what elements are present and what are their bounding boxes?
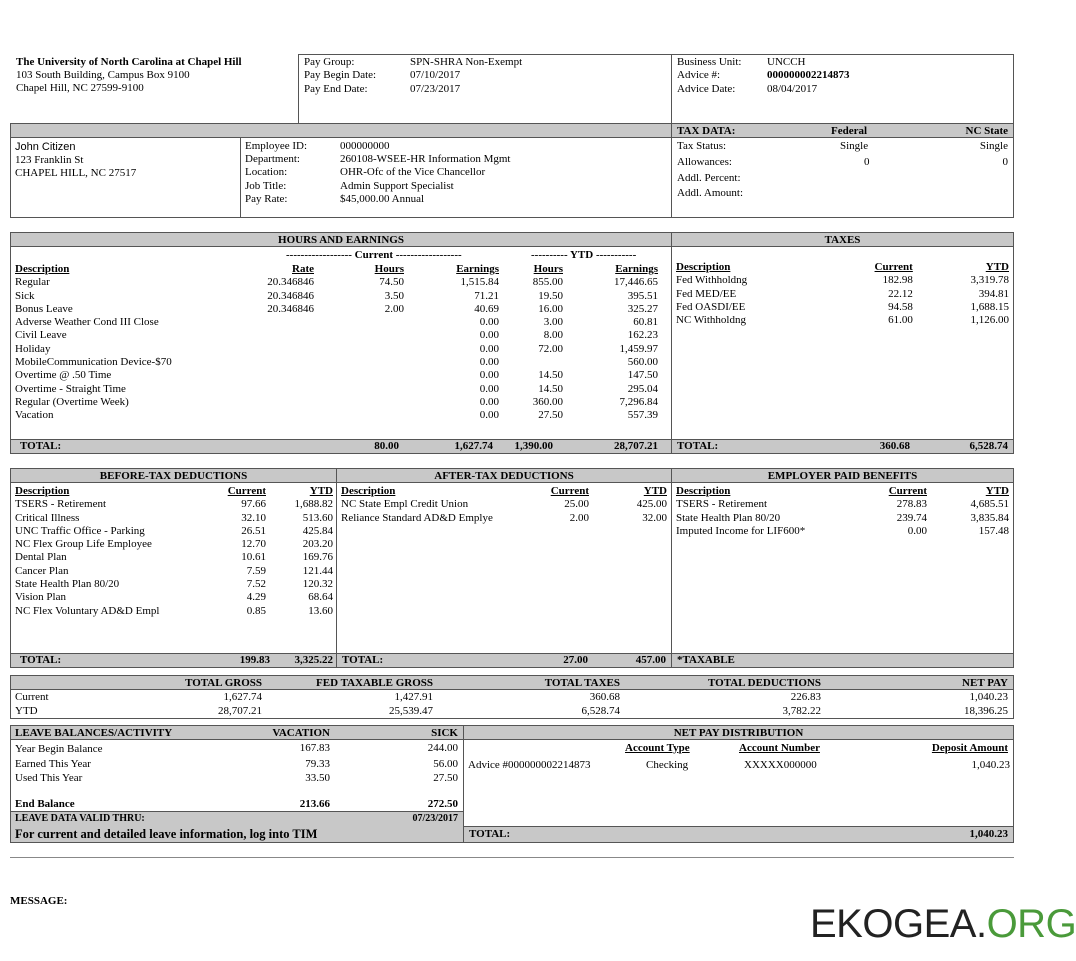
col-description: Description <box>15 485 70 497</box>
taxable-footnote: *TAXABLE <box>677 654 735 666</box>
cell: 12.70 <box>241 538 266 551</box>
cell: 169.76 <box>302 551 333 564</box>
table-row <box>674 498 1011 511</box>
cell: 425.00 <box>636 498 667 511</box>
summary-current-deductions: 226.83 <box>790 691 821 703</box>
col-description: Description <box>341 485 396 497</box>
cell: 4,685.51 <box>970 498 1009 511</box>
cell: 72.00 <box>538 342 563 355</box>
employee-address-1: 123 Franklin St <box>15 154 84 166</box>
cell: TSERS - Retirement <box>676 498 768 511</box>
table-row <box>13 316 660 329</box>
cell <box>316 343 406 356</box>
table-row <box>339 512 669 525</box>
table-row <box>13 383 660 396</box>
net-pay-distribution-title: NET PAY DISTRIBUTION <box>673 727 804 739</box>
cell: 7.59 <box>246 564 266 577</box>
leave-row-sick: 244.00 <box>427 742 458 754</box>
cell <box>228 316 316 329</box>
before-tax-header-row <box>13 485 335 498</box>
summary-current-taxes: 360.68 <box>589 691 620 703</box>
pay-rate-value: $45,000.00 Annual <box>340 193 425 205</box>
tax-status-state: Single <box>979 140 1008 152</box>
hours-total-earnings: 1,627.74 <box>454 440 493 452</box>
distribution-advice: Advice #000000002214873 <box>468 759 591 771</box>
summary-ytd-taxes: 6,528.74 <box>581 705 620 717</box>
cell: 0.00 <box>479 382 499 395</box>
cell: 0.00 <box>479 342 499 355</box>
leave-valid-label: LEAVE DATA VALID THRU: <box>15 813 145 824</box>
cell: Vision Plan <box>15 591 66 604</box>
cell: 26.51 <box>241 524 266 537</box>
cell: Fed OASDI/EE <box>676 300 746 313</box>
summary-ytd-net: 18,396.25 <box>964 705 1008 717</box>
cell <box>228 396 316 409</box>
col-earnings: Earnings <box>456 263 499 275</box>
cell: Fed Withholdng <box>676 274 748 287</box>
cell: NC Flex Group Life Employee <box>15 538 152 551</box>
cell <box>501 356 565 369</box>
cell: Critical Illness <box>15 511 80 524</box>
pay-rate-label: Pay Rate: <box>245 193 288 205</box>
message-label: MESSAGE: <box>10 895 68 907</box>
cell: 295.04 <box>627 382 658 395</box>
cell: 22.12 <box>888 287 913 300</box>
pay-begin-label: Pay Begin Date: <box>304 69 377 81</box>
col-ytd-hours: Hours <box>533 263 563 275</box>
cell: 20.346846 <box>267 276 314 289</box>
col-ytd-earnings: Earnings <box>615 263 658 275</box>
cell: 120.32 <box>302 578 333 591</box>
col-current: Current <box>550 485 589 497</box>
department-value: 260108-WSEE-HR Information Mgmt <box>340 153 511 165</box>
table-row <box>674 274 1011 287</box>
cell: Overtime @ .50 Time <box>15 369 112 382</box>
cell: State Health Plan 80/20 <box>676 511 781 524</box>
cell: NC Flex Voluntary AD&D Empl <box>15 604 160 617</box>
cell: 13.60 <box>308 604 333 617</box>
hours-total-ytd-earnings: 28,707.21 <box>614 440 658 452</box>
tax-data-federal-header: Federal <box>831 125 868 137</box>
after-tax-total-ytd: 457.00 <box>635 654 666 666</box>
leave-row-sick: 56.00 <box>433 758 458 770</box>
employer-address-1: 103 South Building, Campus Box 9100 <box>16 69 190 81</box>
allowances-state: 0 <box>1002 156 1008 168</box>
addl-percent-label: Addl. Percent: <box>677 172 741 184</box>
cell: 2.00 <box>569 511 589 524</box>
cell: 395.51 <box>627 289 658 302</box>
distribution-account-number: XXXXX000000 <box>744 759 817 771</box>
deposit-amount-header: Deposit Amount <box>931 742 1008 754</box>
col-current: Current <box>227 485 266 497</box>
table-row <box>13 369 660 382</box>
col-current: Current <box>888 485 927 497</box>
cell: MobileCommunication Device-$70 <box>15 356 172 369</box>
cell: 2.00 <box>384 302 404 315</box>
after-tax-table <box>339 485 669 525</box>
cell: Regular <box>15 276 50 289</box>
hours-earnings-table <box>13 263 660 423</box>
after-tax-title: AFTER-TAX DEDUCTIONS <box>434 470 574 482</box>
cell: 16.00 <box>538 302 563 315</box>
leave-sick-header: SICK <box>431 727 458 739</box>
col-ytd: YTD <box>985 261 1009 273</box>
cell: 425.84 <box>302 524 333 537</box>
end-balance-label: End Balance <box>15 798 75 810</box>
after-tax-header-row <box>339 485 669 498</box>
after-tax-total-label: TOTAL: <box>342 654 384 666</box>
cell: 4.29 <box>246 591 266 604</box>
table-row <box>13 343 660 356</box>
cell: Adverse Weather Cond III Close <box>15 316 159 329</box>
cell: Cancer Plan <box>15 564 69 577</box>
after-tax-total-current: 27.00 <box>563 654 588 666</box>
leave-row-label: Year Begin Balance <box>15 743 103 755</box>
cell: 157.48 <box>978 524 1009 537</box>
cell: 74.50 <box>379 276 404 289</box>
cell: 71.21 <box>474 289 499 302</box>
summary-current-gross: 1,627.74 <box>223 691 262 703</box>
cell: 239.74 <box>896 511 927 524</box>
table-row <box>674 288 1011 301</box>
col-rate: Rate <box>292 263 314 275</box>
cell: 0.00 <box>479 316 499 329</box>
taxes-table <box>674 261 1011 327</box>
department-label: Department: <box>245 153 300 165</box>
cell: State Health Plan 80/20 <box>15 578 120 591</box>
account-type-header: Account Type <box>625 742 690 754</box>
col-ytd: YTD <box>985 485 1009 497</box>
cell: 94.58 <box>888 300 913 313</box>
table-row <box>13 551 335 564</box>
cell: 60.81 <box>633 316 658 329</box>
cell: 0.00 <box>479 369 499 382</box>
cell: 3,835.84 <box>970 511 1009 524</box>
cell: 61.00 <box>888 314 913 327</box>
cell: 121.44 <box>302 564 333 577</box>
table-row <box>13 290 660 303</box>
distribution-total-label: TOTAL: <box>469 828 511 840</box>
current-group-header: ------------------ Current ------------------ <box>286 249 462 261</box>
cell: Sick <box>15 289 35 302</box>
tax-data-header: TAX DATA: <box>677 125 736 137</box>
table-row <box>674 314 1011 327</box>
allowances-label: Allowances: <box>677 156 732 168</box>
end-balance-sick: 272.50 <box>427 798 458 810</box>
cell: 10.61 <box>241 551 266 564</box>
leave-note: For current and detailed leave information, log into TIM <box>15 827 318 841</box>
cell: 394.81 <box>978 287 1009 300</box>
employee-name: John Citizen <box>15 141 76 153</box>
cell: 3.00 <box>543 316 563 329</box>
distribution-account-type: Checking <box>646 759 689 771</box>
business-unit-label: Business Unit: <box>677 56 742 68</box>
employee-address-2: CHAPEL HILL, NC 27517 <box>15 167 137 179</box>
cell: 1,515.84 <box>460 276 499 289</box>
cell: 68.64 <box>308 591 333 604</box>
before-tax-total-current: 199.83 <box>239 654 270 666</box>
hours-earnings-title: HOURS AND EARNINGS <box>278 234 404 246</box>
table-row <box>674 525 1011 538</box>
cell: Reliance Standard AD&D Emplye <box>341 511 493 524</box>
advice-number-label: Advice #: <box>677 69 721 81</box>
cell: 19.50 <box>538 289 563 302</box>
table-row <box>13 329 660 342</box>
cell: 360.00 <box>532 395 563 408</box>
taxes-header-row <box>674 261 1011 274</box>
leave-row-vacation: 33.50 <box>305 772 330 784</box>
cell: NC State Empl Credit Union <box>341 498 469 511</box>
table-row <box>13 498 335 511</box>
addl-amount-label: Addl. Amount: <box>677 187 744 199</box>
taxes-total-ytd: 6,528.74 <box>969 440 1008 452</box>
leave-row-sick: 27.50 <box>433 772 458 784</box>
col-ytd: YTD <box>309 485 333 497</box>
cell: 7,296.84 <box>619 395 658 408</box>
before-tax-table <box>13 485 335 618</box>
table-row <box>13 565 335 578</box>
employer-name: The University of North Carolina at Chapel Hill <box>16 56 242 68</box>
summary-current-fed: 1,427.91 <box>394 691 433 703</box>
leave-title: LEAVE BALANCES/ACTIVITY <box>15 727 173 739</box>
pay-begin-value: 07/10/2017 <box>410 69 461 81</box>
advice-date-label: Advice Date: <box>677 83 736 95</box>
summary-ytd-fed: 25,539.47 <box>389 705 433 717</box>
total-taxes-header: TOTAL TAXES <box>544 677 620 689</box>
cell: TSERS - Retirement <box>15 498 107 511</box>
cell <box>228 356 316 369</box>
cell: 20.346846 <box>267 302 314 315</box>
employer-paid-title: EMPLOYER PAID BENEFITS <box>767 470 918 482</box>
cell: 32.00 <box>642 511 667 524</box>
pay-end-value: 07/23/2017 <box>410 83 461 95</box>
hours-total-hours: 80.00 <box>374 440 399 452</box>
cell: 3,319.78 <box>970 274 1009 287</box>
cell <box>316 316 406 329</box>
table-row <box>13 538 335 551</box>
leave-row-label: Used This Year <box>15 772 83 784</box>
cell: 1,459.97 <box>619 342 658 355</box>
cell: NC Withholdng <box>676 314 746 327</box>
employee-id-label: Employee ID: <box>245 140 308 152</box>
cell: 14.50 <box>538 369 563 382</box>
cell <box>228 383 316 396</box>
summary-ytd-gross: 28,707.21 <box>218 705 262 717</box>
cell: 20.346846 <box>267 289 314 302</box>
ytd-group-header: ---------- YTD ----------- <box>531 249 637 261</box>
tax-status-label: Tax Status: <box>677 140 727 152</box>
cell: 1,688.15 <box>970 300 1009 313</box>
cell: Holiday <box>15 342 51 355</box>
hours-total-label: TOTAL: <box>20 440 62 452</box>
table-row <box>13 276 660 289</box>
cell: 513.60 <box>302 511 333 524</box>
cell <box>228 329 316 342</box>
cell: 203.20 <box>302 538 333 551</box>
summary-ytd-label: YTD <box>15 705 38 717</box>
cell: 17,446.65 <box>614 276 658 289</box>
cell: 557.39 <box>627 409 658 422</box>
employer-paid-header-row <box>674 485 1011 498</box>
cell <box>316 369 406 382</box>
leave-row-label: Earned This Year <box>15 758 91 770</box>
account-number-header: Account Number <box>739 742 820 754</box>
leave-valid-date: 07/23/2017 <box>412 813 458 824</box>
table-row <box>674 301 1011 314</box>
total-deductions-header: TOTAL DEDUCTIONS <box>708 677 821 689</box>
leave-row-vacation: 167.83 <box>299 742 330 754</box>
employer-address-2: Chapel Hill, NC 27599-9100 <box>16 82 144 94</box>
allowances-federal: 0 <box>864 156 870 168</box>
taxes-title: TAXES <box>824 234 861 246</box>
table-row <box>13 409 660 422</box>
pay-group-value: SPN-SHRA Non-Exempt <box>410 56 523 68</box>
table-row <box>13 591 335 604</box>
cell: 0.00 <box>479 409 499 422</box>
cell: 8.00 <box>543 329 563 342</box>
advice-number-value: 000000002214873 <box>767 69 850 81</box>
leave-vacation-header: VACATION <box>272 727 330 739</box>
before-tax-total-ytd: 3,325.22 <box>294 654 333 666</box>
table-row <box>339 498 669 511</box>
cell: 40.69 <box>474 302 499 315</box>
cell <box>228 343 316 356</box>
cell <box>316 409 406 422</box>
cell: 855.00 <box>532 276 563 289</box>
cell: 0.00 <box>479 395 499 408</box>
table-row <box>13 512 335 525</box>
distribution-total-amount: 1,040.23 <box>969 828 1008 840</box>
cell: 27.50 <box>538 409 563 422</box>
cell: 3.50 <box>384 289 404 302</box>
table-row <box>13 605 335 618</box>
location-label: Location: <box>245 166 288 178</box>
business-unit-value: UNCCH <box>767 56 806 68</box>
cell <box>316 356 406 369</box>
watermark-text-2: ORG <box>986 902 1076 946</box>
cell: 278.83 <box>896 498 927 511</box>
cell: 560.00 <box>627 356 658 369</box>
leave-row-vacation: 79.33 <box>305 758 330 770</box>
pay-group-label: Pay Group: <box>304 56 355 68</box>
cell: Fed MED/EE <box>676 287 737 300</box>
job-title-value: Admin Support Specialist <box>340 180 454 192</box>
cell: 0.00 <box>907 524 927 537</box>
taxes-total-current: 360.68 <box>879 440 910 452</box>
cell: 147.50 <box>627 369 658 382</box>
hours-earnings-header-row <box>13 263 660 276</box>
col-description: Description <box>676 261 731 273</box>
location-value: OHR-Ofc of the Vice Chancellor <box>340 166 486 178</box>
col-description: Description <box>15 263 70 275</box>
cell: 97.66 <box>241 498 266 511</box>
cell <box>228 369 316 382</box>
watermark-logo <box>810 900 1076 948</box>
cell: 1,126.00 <box>970 314 1009 327</box>
employee-id-value: 000000000 <box>340 140 390 152</box>
advice-date-value: 08/04/2017 <box>767 83 818 95</box>
pay-end-label: Pay End Date: <box>304 83 368 95</box>
end-balance-vacation: 213.66 <box>299 798 330 810</box>
footer-divider <box>10 857 1014 858</box>
watermark-text-1: EKOGEA. <box>810 902 987 946</box>
summary-current-label: Current <box>15 691 49 703</box>
cell: Regular (Overtime Week) <box>15 395 129 408</box>
table-row <box>13 303 660 316</box>
cell: 162.23 <box>627 329 658 342</box>
table-row <box>13 578 335 591</box>
cell: 25.00 <box>564 498 589 511</box>
cell: 14.50 <box>538 382 563 395</box>
table-row <box>13 396 660 409</box>
before-tax-total-label: TOTAL: <box>20 654 62 666</box>
cell <box>316 329 406 342</box>
cell: 0.00 <box>479 329 499 342</box>
job-title-label: Job Title: <box>245 180 287 192</box>
table-row <box>674 512 1011 525</box>
cell: Bonus Leave <box>15 302 73 315</box>
col-description: Description <box>676 485 731 497</box>
summary-ytd-deductions: 3,782.22 <box>782 705 821 717</box>
cell: 32.10 <box>241 511 266 524</box>
col-current: Current <box>874 261 913 273</box>
distribution-deposit-amount: 1,040.23 <box>971 759 1010 771</box>
summary-current-net: 1,040.23 <box>969 691 1008 703</box>
cell: Dental Plan <box>15 551 67 564</box>
cell: Vacation <box>15 409 54 422</box>
tax-data-state-header: NC State <box>965 125 1008 137</box>
col-hours: Hours <box>374 263 404 275</box>
net-pay-header: NET PAY <box>962 677 1008 689</box>
fed-taxable-gross-header: FED TAXABLE GROSS <box>316 677 433 689</box>
cell: 325.27 <box>627 302 658 315</box>
cell <box>316 383 406 396</box>
employer-paid-table <box>674 485 1011 538</box>
taxes-total-label: TOTAL: <box>677 440 719 452</box>
cell <box>228 409 316 422</box>
hours-total-ytd-hours: 1,390.00 <box>514 440 553 452</box>
cell: 0.85 <box>246 604 266 617</box>
before-tax-title: BEFORE-TAX DEDUCTIONS <box>99 470 248 482</box>
table-row <box>13 525 335 538</box>
cell: 0.00 <box>479 356 499 369</box>
cell: Overtime - Straight Time <box>15 382 126 395</box>
cell <box>316 396 406 409</box>
tax-status-federal: Single <box>840 140 869 152</box>
cell: Imputed Income for LIF600* <box>676 524 806 537</box>
table-row <box>13 356 660 369</box>
cell: 7.52 <box>246 578 266 591</box>
cell: 182.98 <box>882 274 913 287</box>
cell: UNC Traffic Office - Parking <box>15 524 145 537</box>
cell: 1,688.82 <box>294 498 333 511</box>
cell: Civil Leave <box>15 329 67 342</box>
total-gross-header: TOTAL GROSS <box>185 677 262 689</box>
col-ytd: YTD <box>643 485 667 497</box>
